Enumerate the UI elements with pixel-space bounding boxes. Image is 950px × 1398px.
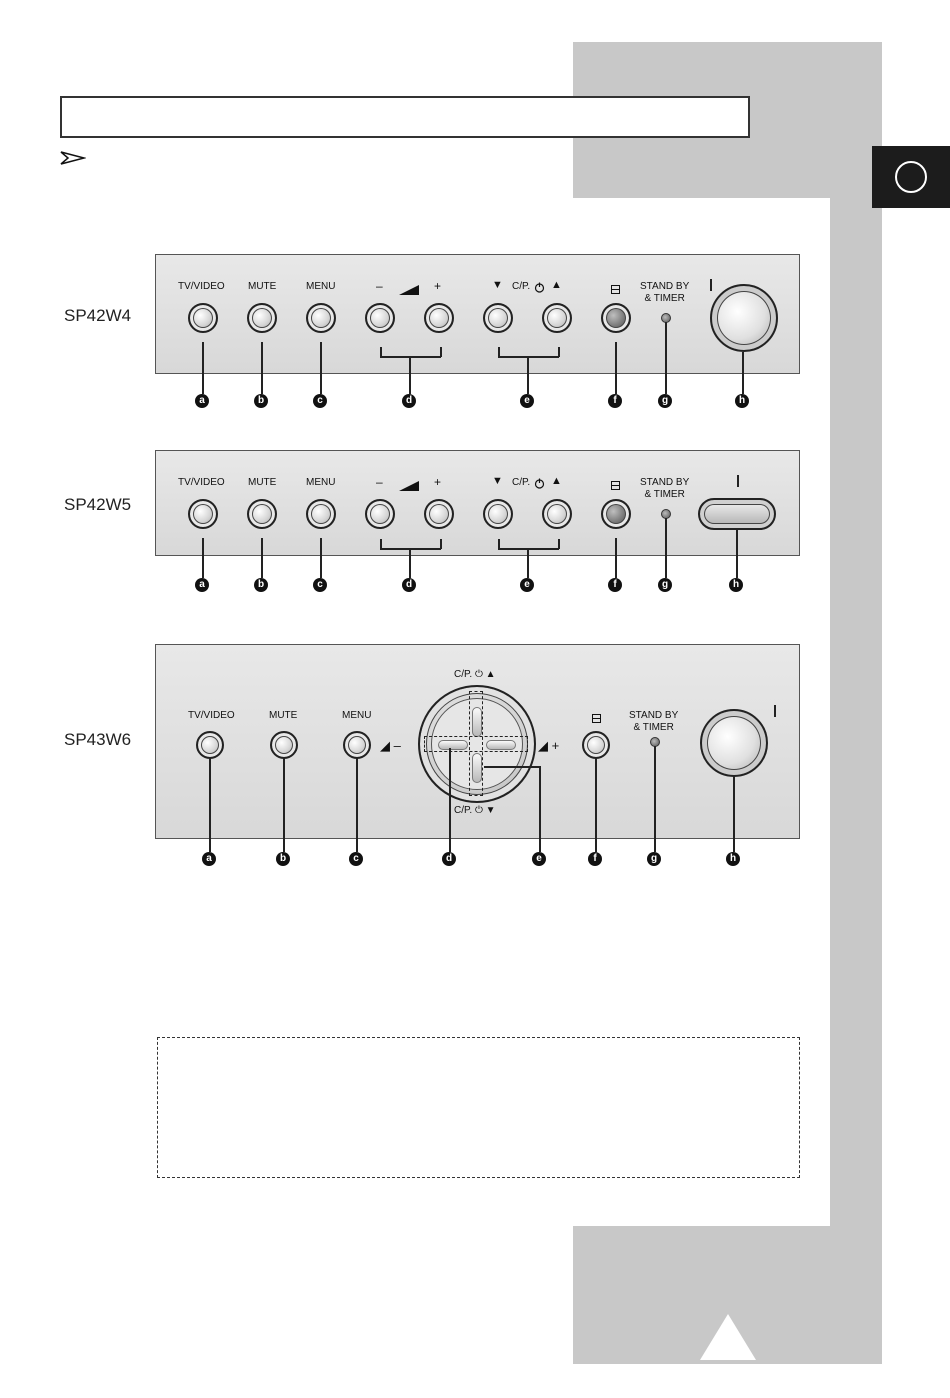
model-label-sp43w6: SP43W6 xyxy=(64,730,132,749)
bracket-e xyxy=(498,356,559,358)
menu-button[interactable] xyxy=(306,303,336,333)
leader-c xyxy=(320,538,322,578)
label-standby xyxy=(629,710,678,734)
marker-f: f xyxy=(588,852,602,866)
leader-f xyxy=(595,758,597,852)
volume-down-button[interactable] xyxy=(365,303,395,333)
label-tv-video: TV/VIDEO xyxy=(178,477,225,488)
label-menu: MENU xyxy=(306,281,336,292)
bracket-d-right xyxy=(440,539,442,549)
channel-up-button[interactable] xyxy=(542,303,572,333)
marker-e: e xyxy=(520,578,534,592)
label-tv-video: TV/VIDEO xyxy=(178,281,225,292)
marker-g: g xyxy=(658,394,672,408)
leader-b xyxy=(261,342,263,394)
leader-e xyxy=(527,356,529,394)
marker-g: g xyxy=(647,852,661,866)
page-triangle-icon xyxy=(700,1314,756,1360)
label-mute: MUTE xyxy=(248,281,277,292)
channel-up-button[interactable] xyxy=(542,499,572,529)
leader-b xyxy=(261,538,263,578)
standby-line2: & TIMER xyxy=(633,722,674,733)
label-vol-minus: – xyxy=(376,279,383,293)
circle-icon xyxy=(895,161,927,193)
control-panel-sp42w5 xyxy=(155,450,800,556)
standby-line1: STAND BY xyxy=(640,281,690,292)
label-menu: MENU xyxy=(342,710,372,721)
power-symbol-icon xyxy=(534,476,545,494)
sensor-icon xyxy=(611,281,620,299)
power-button[interactable] xyxy=(698,498,776,530)
marker-c: c xyxy=(313,394,327,408)
leader-g xyxy=(665,518,667,578)
volume-icon xyxy=(399,282,419,300)
page-title-box xyxy=(60,96,750,138)
mute-button[interactable] xyxy=(247,303,277,333)
label-tv-video: TV/VIDEO xyxy=(188,710,235,721)
label-vol-plus: + xyxy=(434,279,442,293)
leader-d xyxy=(409,548,411,578)
marker-d: d xyxy=(402,394,416,408)
marker-b: b xyxy=(276,852,290,866)
tv-video-button[interactable] xyxy=(188,499,218,529)
marker-a: a xyxy=(202,852,216,866)
label-menu: MENU xyxy=(306,477,336,488)
marker-c: c xyxy=(313,578,327,592)
leader-c xyxy=(320,342,322,394)
model-label-sp42w5: SP42W5 xyxy=(64,495,132,514)
volume-up-button[interactable] xyxy=(424,303,454,333)
model-label-sp42w4: SP42W4 xyxy=(64,306,132,325)
bracket-d-left xyxy=(380,347,382,357)
label-mute: MUTE xyxy=(248,477,277,488)
label-cp-down: C/P. ⏻ ▼ xyxy=(454,805,496,816)
sensor-button[interactable] xyxy=(601,303,631,333)
standby-line1: STAND BY xyxy=(640,477,690,488)
label-standby xyxy=(640,281,689,305)
bracket-d-left xyxy=(380,539,382,549)
sensor-icon xyxy=(611,477,620,495)
leader-a xyxy=(209,758,211,852)
standby-line2: & TIMER xyxy=(644,293,685,304)
leader-a xyxy=(202,538,204,578)
language-tab xyxy=(872,146,950,208)
power-mark xyxy=(774,705,776,717)
marker-h: h xyxy=(726,852,740,866)
label-ch-down: ▼ xyxy=(492,279,503,291)
power-mark xyxy=(710,279,712,291)
volume-icon xyxy=(399,478,419,496)
marker-d: d xyxy=(442,852,456,866)
bracket-e xyxy=(498,548,559,550)
bracket-e-left xyxy=(498,539,500,549)
leader-g xyxy=(654,746,656,852)
leader-h xyxy=(736,529,738,578)
label-vol-minus: ◢ – xyxy=(380,738,401,753)
marker-e: e xyxy=(532,852,546,866)
tv-video-button[interactable] xyxy=(196,731,224,759)
leader-d xyxy=(449,748,451,852)
bracket-e-left xyxy=(498,347,500,357)
leader-e xyxy=(539,766,541,852)
mute-button[interactable] xyxy=(270,731,298,759)
sidebar-strip xyxy=(830,42,882,1364)
label-ch-down: ▼ xyxy=(492,475,503,487)
label-vol-plus: ◢ + xyxy=(538,738,560,753)
sensor-icon xyxy=(592,710,601,728)
dashed-outline-horizontal xyxy=(424,736,528,752)
sensor-button[interactable] xyxy=(601,499,631,529)
note-box xyxy=(157,1037,800,1178)
volume-down-button[interactable] xyxy=(365,499,395,529)
label-cp: C/P. xyxy=(512,281,531,292)
power-mark xyxy=(737,475,739,487)
sensor-button[interactable] xyxy=(582,731,610,759)
tv-video-button[interactable] xyxy=(188,303,218,333)
leader-h xyxy=(742,352,744,394)
channel-down-button[interactable] xyxy=(483,303,513,333)
menu-button[interactable] xyxy=(343,731,371,759)
bracket-d xyxy=(380,548,441,550)
label-cp: C/P. xyxy=(512,477,531,488)
leader-f xyxy=(615,538,617,578)
leader-d xyxy=(409,356,411,394)
leader-a xyxy=(202,342,204,394)
standby-line1: STAND BY xyxy=(629,710,679,721)
leader-b xyxy=(283,758,285,852)
bracket-e-right xyxy=(558,539,560,549)
control-panel-sp42w4 xyxy=(155,254,800,374)
marker-h: h xyxy=(729,578,743,592)
marker-b: b xyxy=(254,394,268,408)
label-vol-plus: + xyxy=(434,475,442,489)
leader-e xyxy=(527,548,529,578)
control-panel-sp43w6 xyxy=(155,644,800,839)
power-symbol-icon xyxy=(534,280,545,298)
channel-down-button[interactable] xyxy=(483,499,513,529)
marker-d: d xyxy=(402,578,416,592)
arrow-right-icon xyxy=(60,150,86,171)
bracket-d xyxy=(380,356,441,358)
marker-a: a xyxy=(195,394,209,408)
marker-c: c xyxy=(349,852,363,866)
label-cp-up: C/P. ⏻ ▲ xyxy=(454,669,496,680)
marker-g: g xyxy=(658,578,672,592)
leader-h xyxy=(733,776,735,852)
marker-f: f xyxy=(608,394,622,408)
standby-line2: & TIMER xyxy=(644,489,685,500)
leader-c xyxy=(356,758,358,852)
marker-a: a xyxy=(195,578,209,592)
marker-b: b xyxy=(254,578,268,592)
volume-up-button[interactable] xyxy=(424,499,454,529)
bracket-d-right xyxy=(440,347,442,357)
bracket-e-right xyxy=(558,347,560,357)
label-ch-up: ▲ xyxy=(551,279,562,291)
power-button[interactable] xyxy=(710,284,778,352)
leader-f xyxy=(615,342,617,394)
menu-button[interactable] xyxy=(306,499,336,529)
marker-e: e xyxy=(520,394,534,408)
marker-f: f xyxy=(608,578,622,592)
mute-button[interactable] xyxy=(247,499,277,529)
label-ch-up: ▲ xyxy=(551,475,562,487)
power-button[interactable] xyxy=(700,709,768,777)
label-standby xyxy=(640,477,689,501)
marker-h: h xyxy=(735,394,749,408)
label-mute: MUTE xyxy=(269,710,298,721)
leader-e-horizontal xyxy=(484,766,540,768)
label-vol-minus: – xyxy=(376,475,383,489)
leader-g xyxy=(665,322,667,394)
